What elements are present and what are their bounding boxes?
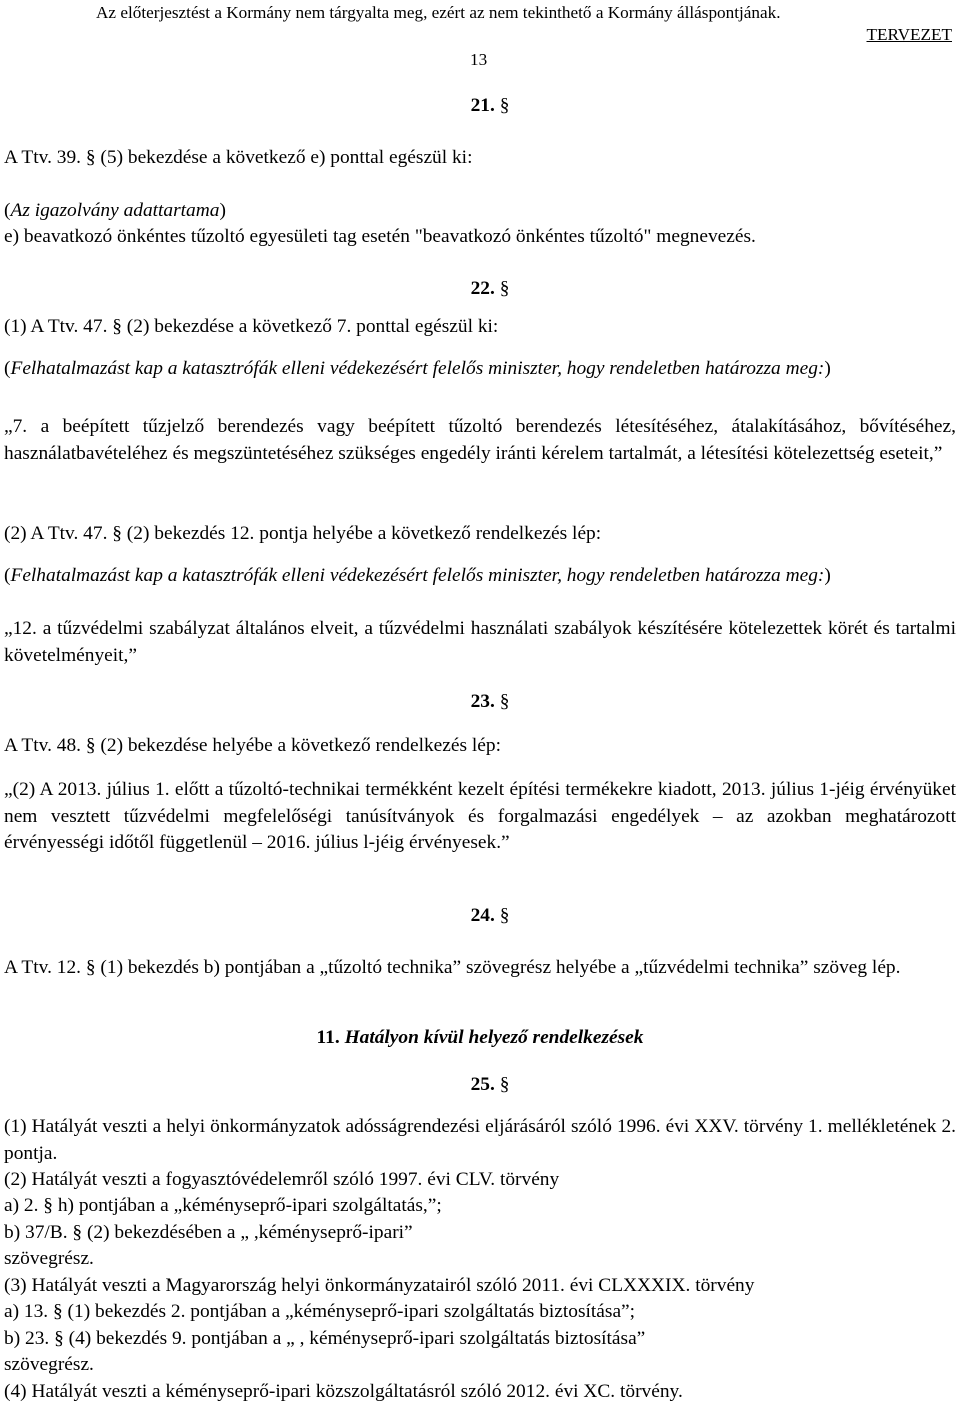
section-number: 22.	[470, 278, 495, 299]
section-25-heading	[4, 1072, 956, 1099]
paragraph-sign: §	[499, 95, 510, 116]
section-number: 24.	[470, 905, 495, 926]
draft-label: TERVEZET	[866, 25, 952, 44]
chapter-number: 11.	[316, 1027, 340, 1048]
section-21-intro: A Ttv. 39. § (5) bekezdése a következő e) ponttal egészül ki:	[4, 147, 473, 168]
section-25-paragraph-2: (2) Hatályát veszti a fogyasztóvédelemről szóló 1997. évi CLV. törvény	[4, 1169, 560, 1190]
section-22-point-7: „7. a beépített tűzjelző berendezés vagy beépített tűzoltó berendezés létesítéséhez, átalakításához, bővítéséhez, használatbavételéhez és megszüntetéséhez szükséges engedély iránti kérelem tartalmát, a létesítési kötelezettség eseteit,”	[4, 416, 956, 464]
section-21-heading	[4, 93, 956, 120]
section-number: 21.	[470, 95, 495, 116]
chapter-11-heading	[4, 1025, 956, 1052]
section-23-intro: A Ttv. 48. § (2) bekezdése helyébe a következő rendelkezés lép:	[4, 735, 501, 756]
section-22-heading	[4, 276, 956, 303]
section-25-point-3a: a) 13. § (1) bekezdés 2. pontjában a „kéményseprő-ipari szolgáltatás biztosítása”;	[4, 1301, 636, 1322]
section-25-point-2a: a) 2. § h) pontjában a „kéményseprő-ipari szolgáltatás,”;	[4, 1195, 442, 1216]
section-23-heading	[4, 689, 956, 716]
section-number: 25.	[470, 1074, 495, 1095]
section-25-point-3-closing: szövegrész.	[4, 1354, 94, 1375]
context-italic: Felhatalmazást kap a katasztrófák elleni védekezésért felelős miniszter, hogy rendeletben határozza meg:	[10, 358, 825, 379]
section-22-paragraph-1: (1) A Ttv. 47. § (2) bekezdése a következő 7. ponttal egészül ki:	[4, 316, 499, 337]
paragraph-sign: §	[499, 1074, 510, 1095]
section-21-text: e) beavatkozó önkéntes tűzoltó egyesületi tag esetén "beavatkozó önkéntes tűzoltó" megnevezés.	[4, 226, 756, 247]
section-25-paragraph-3: (3) Hatályát veszti a Magyarország helyi önkormányzatairól szóló 2011. évi CLXXXIX. törvény	[4, 1275, 755, 1296]
page-number: 13	[470, 50, 488, 69]
paragraph-sign: §	[499, 691, 510, 712]
context-italic: Az igazolvány adattartama	[10, 200, 220, 221]
context-italic: Felhatalmazást kap a katasztrófák elleni védekezésért felelős miniszter, hogy rendeletben határozza meg:	[10, 565, 825, 586]
section-25-point-2-closing: szövegrész.	[4, 1248, 94, 1269]
header-notice: Az előterjesztést a Kormány nem tárgyalta meg, ezért az nem tekinthető a Kormány álláspontjának.	[96, 3, 781, 22]
section-22-point-12: „12. a tűzvédelmi szabályzat általános elveit, a tűzvédelmi használati szabályok készítésére kötelezettek körét és tartalmi követelményeit,”	[4, 618, 956, 666]
section-22-context-2: (Felhatalmazást kap a katasztrófák elleni védekezésért felelős miniszter, hogy rendeletben határozza meg:)	[4, 565, 831, 586]
paragraph-sign: §	[499, 278, 510, 299]
paragraph-sign: §	[499, 905, 510, 926]
section-21-context: (Az igazolvány adattartama)	[4, 200, 226, 221]
section-23-text: „(2) A 2013. július 1. előtt a tűzoltó-technikai termékként kezelt építési termékekre kiadott, 2013. július 1-jéig érvényüket nem vesztett tűzvédelmi megfelelőségi tanúsítványok és forgalmazási engedélyek – az azokban meghatározott érvényességi időtől függetlenül – 2016. július l-jéig érvényesek.”	[4, 779, 956, 853]
section-22-paragraph-2: (2) A Ttv. 47. § (2) bekezdés 12. pontja helyébe a következő rendelkezés lép:	[4, 523, 602, 544]
chapter-title: Hatályon kívül helyező rendelkezések	[344, 1027, 644, 1048]
section-24-heading	[4, 903, 956, 930]
section-24-text: A Ttv. 12. § (1) bekezdés b) pontjában a „tűzoltó technika” szövegrész helyébe a „tűzvédelmi technika” szöveg lép.	[4, 957, 901, 978]
section-number: 23.	[470, 691, 495, 712]
section-25-point-2b: b) 37/B. § (2) bekezdésében a „ ,kéményseprő-ipari”	[4, 1222, 413, 1243]
section-25-paragraph-1: (1) Hatályát veszti a helyi önkormányzatok adósságrendezési eljárásáról szóló 1996. évi XXV. törvény 1. mellékletének 2. pontja.	[4, 1116, 956, 1164]
section-25-point-3b: b) 23. § (4) bekezdés 9. pontjában a „ , kéményseprő-ipari szolgáltatás biztosítása”	[4, 1328, 646, 1349]
section-25-paragraph-4: (4) Hatályát veszti a kéményseprő-ipari közszolgáltatásról szóló 2012. évi XC. törvény.	[4, 1381, 683, 1402]
section-22-context-1: (Felhatalmazást kap a katasztrófák elleni védekezésért felelős miniszter, hogy rendeletben határozza meg:)	[4, 358, 831, 379]
